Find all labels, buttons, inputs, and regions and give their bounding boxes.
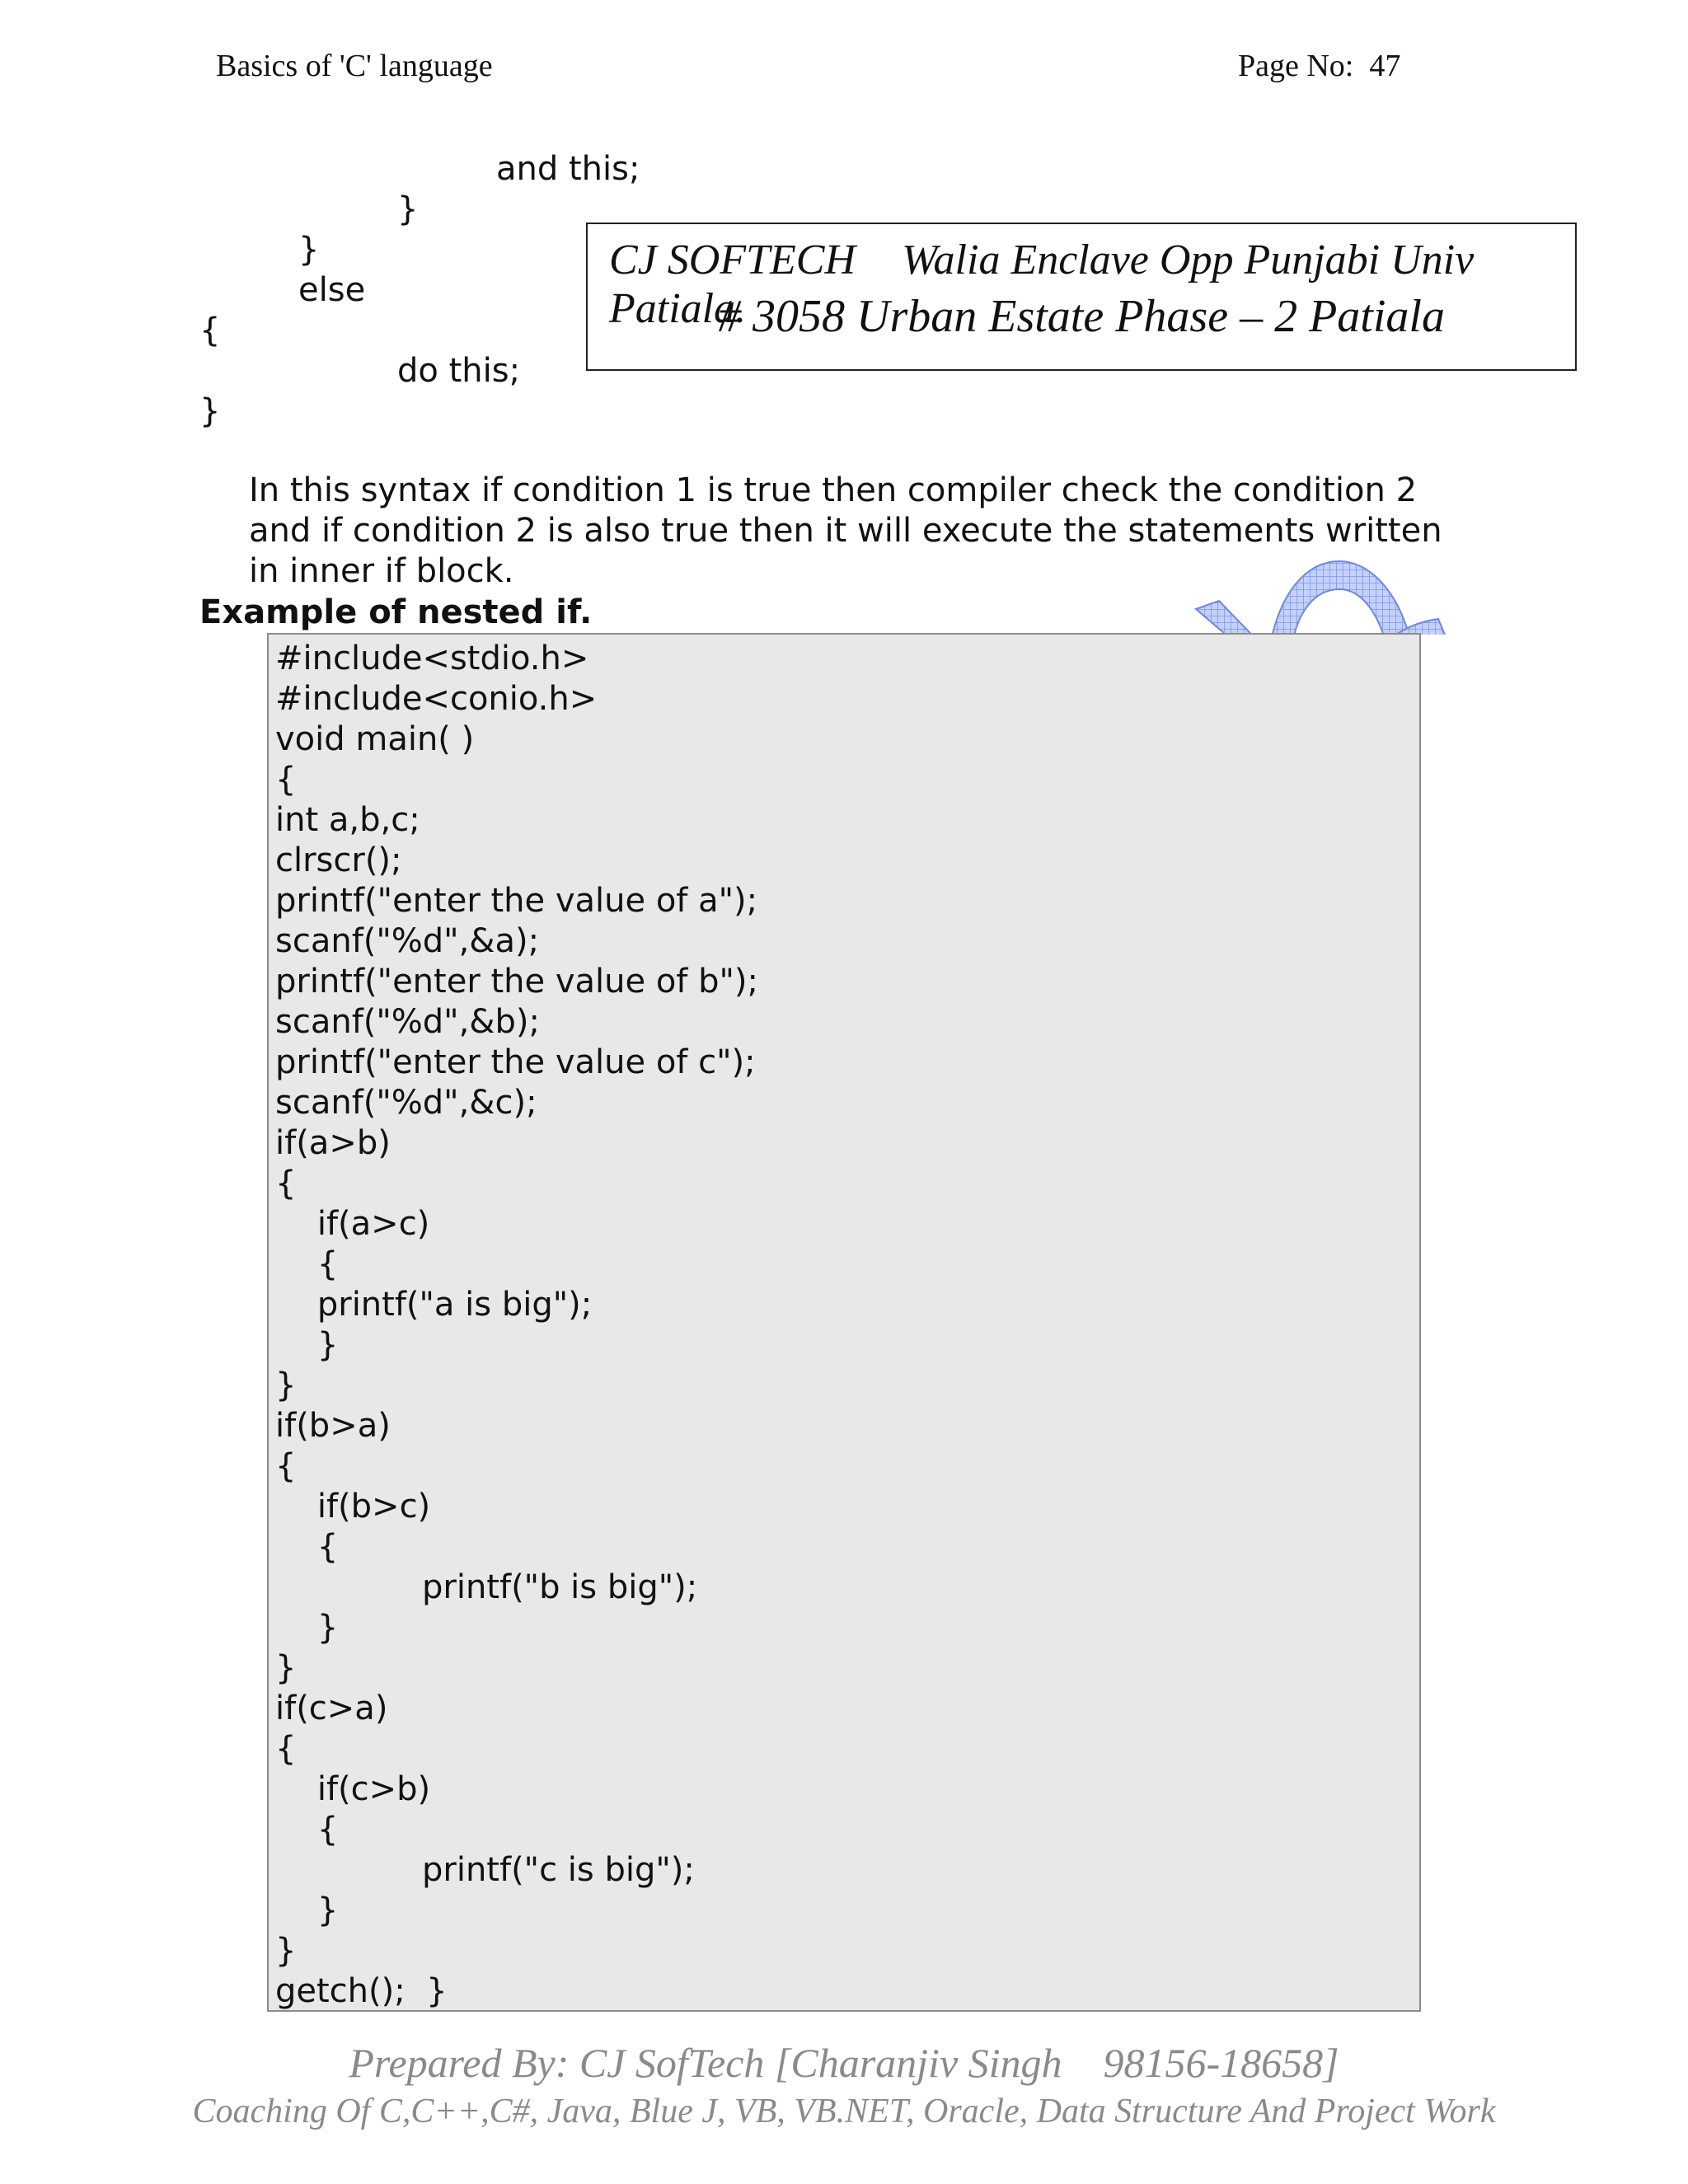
paragraph-line: in inner if block.	[249, 552, 514, 590]
code-line: printf("b is big");	[275, 1568, 698, 1606]
code-line: getch(); }	[275, 1972, 448, 2010]
code-line: #include<conio.h>	[275, 680, 598, 718]
code-line: {	[275, 1811, 339, 1849]
code-line: void main( )	[275, 720, 475, 758]
code-line: printf("c is big");	[275, 1851, 695, 1889]
code-line: }	[275, 1891, 339, 1929]
code-line: printf("enter the value of a");	[275, 882, 758, 920]
address-line-2: # 3058 Urban Estate Phase – 2 Patiala	[718, 291, 1445, 342]
code-line: int a,b,c;	[275, 801, 420, 839]
code-line: scanf("%d",&b);	[275, 1003, 540, 1041]
syntax-line: do this;	[397, 352, 521, 390]
address-box	[586, 223, 1577, 371]
code-line: #include<stdio.h>	[275, 640, 589, 677]
code-line: printf("a is big");	[275, 1286, 593, 1324]
code-line: if(b>a)	[275, 1407, 391, 1445]
code-line: }	[275, 1366, 297, 1404]
code-line: {	[275, 1730, 297, 1768]
code-line: if(a>b)	[275, 1124, 391, 1162]
code-line: if(c>b)	[275, 1770, 431, 1808]
syntax-line: else	[298, 271, 366, 309]
code-listing	[267, 633, 1421, 2012]
example-heading: Example of nested if.	[199, 593, 593, 631]
running-header-title: Basics of 'C' language	[216, 49, 493, 83]
code-line: }	[275, 1326, 339, 1364]
code-line: printf("enter the value of c");	[275, 1043, 756, 1081]
company-name: CJ SOFTECH	[609, 237, 856, 284]
code-line: {	[275, 761, 297, 799]
code-line: {	[275, 1528, 339, 1566]
code-line: {	[275, 1447, 297, 1485]
code-line: {	[275, 1245, 339, 1283]
code-line: }	[275, 1609, 339, 1647]
code-line: if(a>c)	[275, 1205, 430, 1243]
code-line: if(c>a)	[275, 1690, 388, 1727]
code-line: }	[275, 1649, 297, 1687]
syntax-line: {	[199, 312, 221, 349]
code-line: scanf("%d",&c);	[275, 1084, 537, 1122]
code-line: }	[275, 1932, 297, 1970]
explanation-paragraph	[249, 471, 1502, 592]
code-line: {	[275, 1165, 297, 1202]
syntax-line: and this;	[496, 150, 640, 188]
code-line: printf("enter the value of b");	[275, 963, 758, 1001]
footer-coaching: Coaching Of C,C++,C#, Java, Blue J, VB, VB.NET, Oracle, Data Structure And Project Work	[192, 2093, 1496, 2130]
page-number: Page No: 47	[1238, 49, 1401, 83]
code-line: if(b>c)	[275, 1488, 431, 1526]
syntax-line: }	[397, 190, 419, 228]
paragraph-line: In this syntax if condition 1 is true then compiler check the condition 2	[249, 471, 1418, 509]
paragraph-line: and if condition 2 is also true then it will execute the statements written	[249, 512, 1442, 550]
code-line: clrscr();	[275, 841, 402, 879]
syntax-line: }	[199, 392, 221, 430]
syntax-line: }	[298, 231, 320, 269]
address-location: Walia Enclave Opp Punjabi Univ Patiala.	[609, 237, 1475, 332]
code-line: scanf("%d",&a);	[275, 922, 540, 960]
footer-prepared-by: Prepared By: CJ SofTech [Charanjiv Singh 98156-18658]	[349, 2040, 1339, 2086]
